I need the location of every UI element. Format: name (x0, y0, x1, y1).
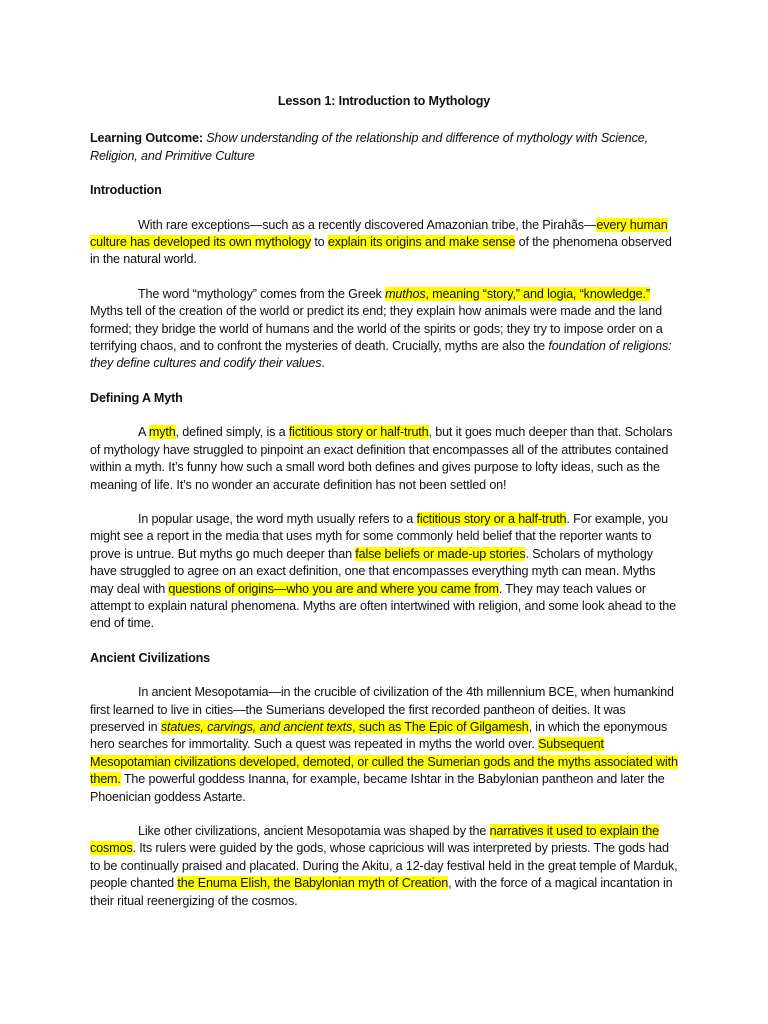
text-segment: , defined simply, is a (175, 425, 289, 440)
italic-text: muthos (385, 286, 426, 301)
highlighted-text (385, 287, 650, 301)
civilizations-paragraph-1 (90, 684, 678, 806)
civilizations-paragraph-2 (90, 823, 678, 910)
text-segment: Like other civilizations, ancient Mesopotamia was shaped by the (138, 824, 490, 838)
text-segment: . Its rulers were guided by the gods, whose capricious will was interpreted by priests. The gods had to be continually praised and placated. During the Akitu, a 12-day festival held in the great temple of Marduk, people chanted (90, 841, 678, 891)
highlighted-text: Subsequent Mesopotamian civilizations developed, demoted, or culled the Sumerian gods and the myths associated with them. (90, 737, 678, 787)
learning-outcome-text: Show understanding of the relationship and difference of mythology with Science, Religion, and Primitive Culture (90, 131, 648, 163)
text-segment: , with the force of a magical incantation in their ritual reenergizing of the cosmos. (90, 876, 673, 908)
text-segment: , but it goes much deeper than that. Scholars of mythology have struggled to pinpoint an exact definition that encompasses all of the attributes contained within a myth. It’s funny how such a small word both defines and gives purpose to lofty ideas, such as the meaning of life. It’s no wonder an accurate definition has not been settled on! (90, 425, 673, 492)
text-segment: . They may teach values or attempt to explain natural phenomena. Myths are often intertwined with religion, and some look ahead to the end of time. (90, 581, 677, 631)
section-heading-ancient-civilizations: Ancient Civilizations (90, 650, 211, 665)
text-segment: of the phenomena observed in the natural world. (90, 235, 672, 267)
italic-text: foundation of religions: they define cultures and codify their values (90, 339, 672, 371)
text-segment: With rare exceptions—such as a recently discovered Amazonian tribe, the Pirahãs— (138, 217, 597, 232)
text-segment: The word “mythology” comes from the Greek (138, 286, 386, 301)
highlighted-text: false beliefs or made-up stories (355, 546, 526, 561)
learning-outcome-label: Learning Outcome: (90, 131, 203, 146)
text-segment: to (310, 235, 328, 250)
text-segment: In popular usage, the word myth usually refers to a (138, 511, 417, 526)
section-heading-defining-a-myth: Defining A Myth (90, 390, 183, 405)
text-segment: . For example, you might see a report in the media that uses myth for some commonly held belief that the reporter wants to prove is untrue. But myths go much deeper than (90, 511, 668, 561)
text-segment: Myths tell of the creation of the world or predict its end; they explain how animals were made and the land formed; they bridge the world of humans and the world of the spirits or gods; they try to impose order on a terrifying chaos, and to confront the mysteries of death. Crucially, myths are also the (90, 304, 663, 354)
highlighted-text: narratives it used to explain the cosmos (90, 824, 659, 856)
section-heading-introduction: Introduction (90, 183, 162, 198)
highlighted-text: fictitious story or a half-truth (416, 511, 567, 526)
text-segment: The powerful goddess Inanna, for example, became Ishtar in the Babylonian pantheon and later the Phoenician goddess Astarte. (90, 772, 665, 804)
text-segment: In ancient Mesopotamia—in the crucible of civilization of the 4th millennium BCE, when humankind first learned to live in cities—the Sumerians developed the first recorded pantheon of deities. It was preserved in (90, 685, 674, 734)
defining-paragraph-1 (90, 424, 678, 494)
text-segment: . (321, 356, 325, 371)
highlighted-text: fictitious story or half-truth (288, 425, 429, 440)
learning-outcome (90, 130, 678, 165)
defining-paragraph-2 (90, 511, 678, 633)
text-segment: , in which the eponymous hero searches for immortality. Such a quest was repeated in myths the world over. (90, 719, 668, 752)
text-segment: , meaning “story,” and logia, “knowledge.” (425, 286, 650, 301)
highlighted-text: every human culture has developed its own mythology (90, 217, 668, 250)
highlighted-text: explain its origins and make sense (327, 235, 516, 250)
highlighted-text: the Enuma Elish, the Babylonian myth of Creation (177, 876, 449, 891)
page-title: Lesson 1: Introduction to Mythology (277, 94, 491, 108)
text-segment: , such as The Epic of Gilgamesh (352, 719, 529, 734)
highlighted-text (161, 720, 529, 734)
highlighted-text: myth (148, 425, 176, 440)
italic-text: statues, carvings, and ancient texts (160, 719, 353, 734)
text-segment: . Scholars of mythology have struggled to agree on an exact definition, one that encompasses everything myth can mean. Myths may deal with (90, 546, 656, 596)
highlighted-text: questions of origins—who you are and where you came from (168, 581, 499, 596)
introduction-paragraph-2 (90, 286, 678, 373)
introduction-paragraph-1 (90, 217, 678, 269)
text-segment: A (138, 425, 149, 440)
